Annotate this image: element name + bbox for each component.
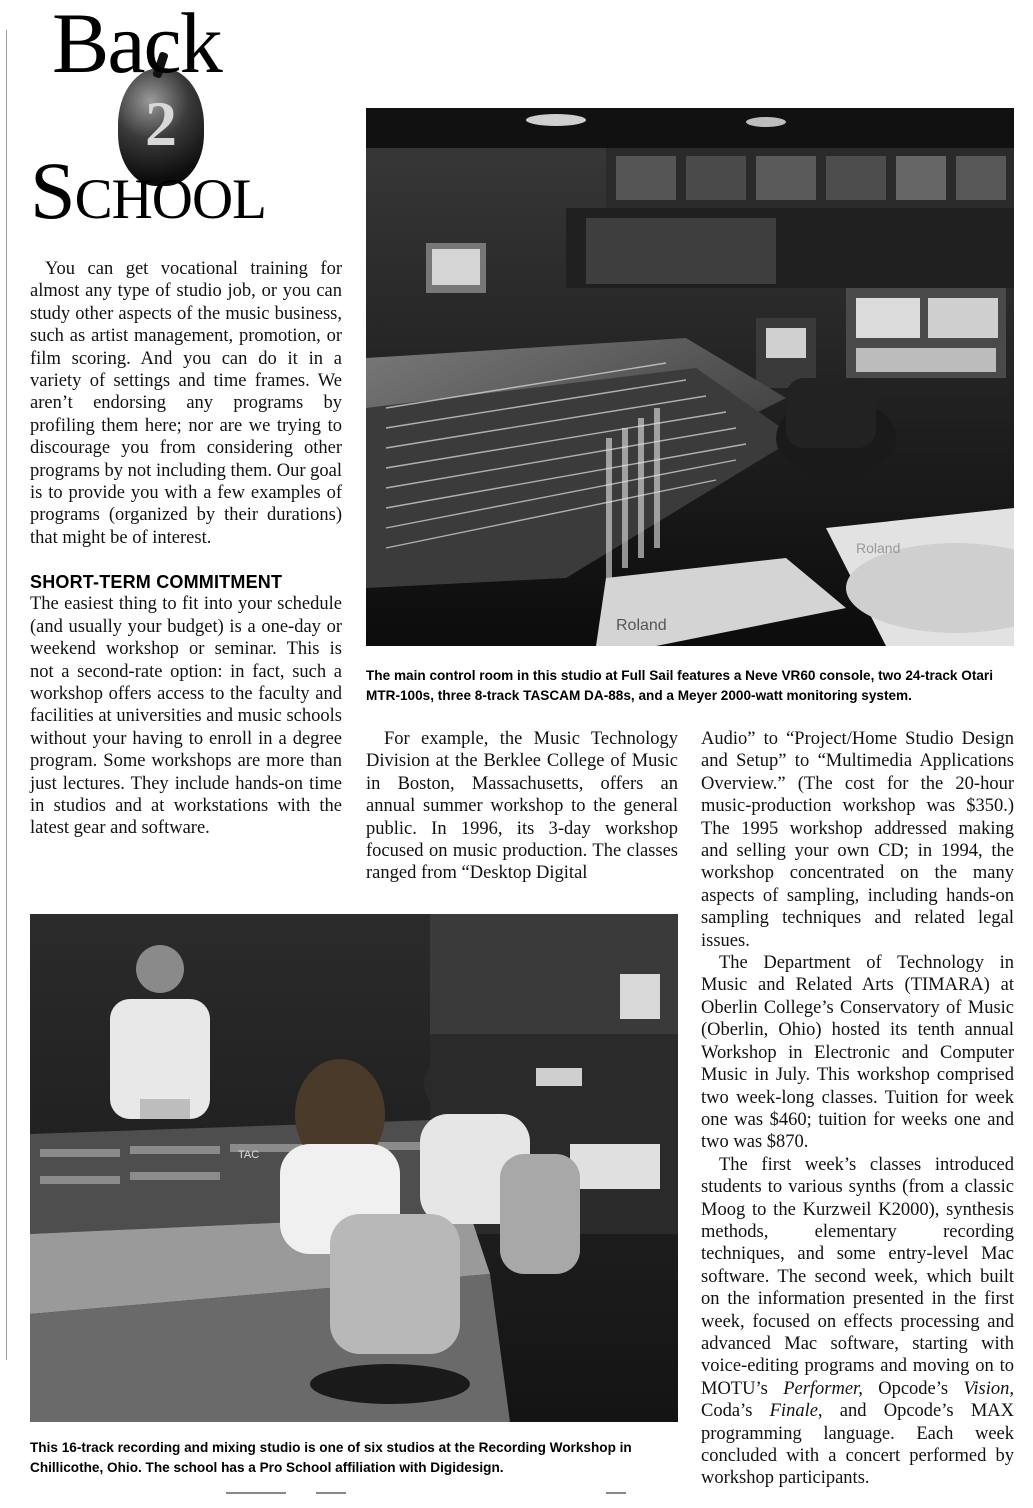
top-photo-caption: The main control room in this studio at Full Sail features a Neve VR60 console, two 24-track Otari MTR-100s, three 8-track TASCAM DA-88s, and a Meyer 2000-watt monitoring system. [366,668,993,703]
masthead-title-back: Back [52,0,221,91]
studio-control-room-photo [366,108,1014,646]
console-brand-label: Roland [616,617,667,634]
page-footer-marks [226,1492,626,1494]
body-paragraph-2-continued: Audio” to “Project/Home Studio Design and Setup” to “Multimedia Applications Overview.” (The cost for the 20-hour music-production workshop was $350.) The 1995 workshop addressed making and selling your own CD; in 1994, the workshop concentrated on the many aspects of sampling, including hands-on sampling techniques and related legal issues. [701,729,1014,951]
sampler-brand-label: Roland [856,540,901,556]
intro-paragraph: You can get vocational training for almost any type of studio job, or you can study other aspects of the music business, such as artist management, promotion, or film scoring. And you can do it in a variety of settings and time frames. We aren’t endorsing any programs by profiling them here; nor are we trying to discourage you from considering other programs by not including them. Our goal is to provide you with a few examples of programs (organized by their durations) that might be of interest. [30,259,342,548]
bottom-photo-caption: This 16-track recording and mixing studio is one of six studios at the Recording Workshop in Chillicothe, Ohio. The school has a Pro School affiliation with Digidesign. [30,1440,632,1475]
software-finale: Finale, [769,1401,823,1422]
right-column [701,728,1014,1490]
section-heading: SHORT-TERM COMMITMENT [30,572,283,593]
left-column [30,258,342,840]
software-vision: Vision, [963,1378,1015,1399]
recording-studio-photo [30,914,678,1422]
paragraph-4-part-b: Opcode’s [862,1378,964,1399]
masthead-number: 2 [145,88,177,159]
body-paragraph-4 [701,1154,1014,1490]
paragraph-4-part-c: Coda’s [701,1401,770,1422]
recording-studio-illustration [30,914,678,1422]
body-paragraph-2: For example, the Music Technology Division at the Berklee College of Music in Boston, Massachusetts, offers an annual summer workshop to the general public. In 1996, its 3-day workshop focused on music production. The classes ranged from “Desktop Digital [366,729,678,884]
paragraph-4-part-d: and Opcode’s MAX programming language. Each week concluded with a concert performed by workshop participants. [701,1401,1014,1489]
page-edge-rule [6,30,7,1360]
paragraph-4-part-a: The first week’s classes introduced students to various synths (from a classic Moog to the Kurzweil K2000), synthesis methods, elementary recording techniques, and some entry-level Mac software. The second week, which built on the information presented in the first week, focused on effects processing and advanced Mac software, starting with voice-editing programs and moving on to MOTU’s [701,1154,1014,1399]
masthead [30,0,360,240]
software-performer: Performer, [783,1378,863,1399]
control-room-illustration [366,108,1014,646]
masthead-title-school: School [30,145,266,236]
console-brand-label: TAC [238,1149,260,1161]
body-paragraph-1: The easiest thing to fit into your schedule (and usually your budget) is a one-day or weekend workshop or seminar. This is not a second-rate option: in fact, such a workshop offers access to the faculty and facilities at universities and music schools without your having to enroll in a degree program. Some workshops are more than just lectures. They include hands-on time in studios and at workstations with the latest gear and software. [30,594,342,839]
middle-column [366,728,678,885]
body-paragraph-3: The Department of Technology in Music and Related Arts (TIMARA) at Oberlin College’s Conservatory of Music (Oberlin, Ohio) hosted its tenth annual Workshop in Electronic and Computer Music in July. This workshop comprised two week-long classes. Tuition for week one was $460; tuition for weeks one and two was $870. [701,953,1014,1153]
